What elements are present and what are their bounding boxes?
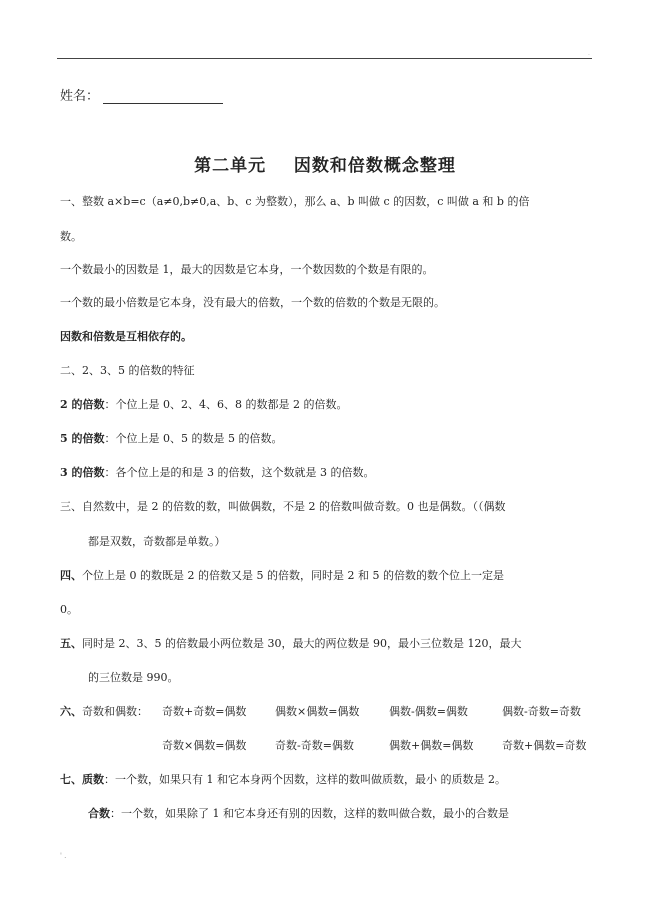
parity-rule: 偶数+偶数=偶数 [389, 739, 474, 752]
prime-text: ：一个数，如果只有 1 和它本身两个因数，这样的数叫做质数，最小 的质数是 2。 [104, 773, 506, 786]
parity-rule: 偶数-奇数=奇数 [502, 705, 581, 718]
section1-line2: 一个数最小的因数是 1，最大的因数是它本身，一个数因数的个数是有限的。 [60, 263, 434, 276]
rule5-text: ：个位上是 0、5 的数是 5 的倍数。 [104, 432, 283, 445]
header-corner-mark: . [588, 50, 590, 57]
prime-label: 质数 [82, 773, 104, 786]
section1-line1-cont: 数。 [60, 230, 82, 243]
section4-line1 [60, 569, 504, 583]
footer-mark: ' . [60, 852, 67, 860]
rule-multiple-of-2 [60, 398, 347, 412]
parity-rule: 奇数+偶数=奇数 [502, 739, 587, 752]
section1-line4: 因数和倍数是互相依存的。 [60, 330, 192, 343]
rule2-label: 2 的倍数 [60, 398, 105, 411]
section5-text: 同时是 2、3、5 的倍数最小两位数是 30，最大的两位数是 90，最小三位数是 120，最大 [82, 637, 522, 650]
rule2-text: ：个位上是 0、2、4、6、8 的数都是 2 的倍数。 [104, 398, 348, 411]
parity-rule: 偶数×偶数=偶数 [275, 705, 360, 718]
name-blank-line[interactable] [103, 91, 223, 104]
rule-multiple-of-5 [60, 432, 282, 446]
section3-line1: 三、自然数中，是 2 的倍数的数，叫做偶数，不是 2 的倍数叫做奇数。0 也是偶数。（（偶数 [60, 500, 506, 513]
parity-rule: 奇数×偶数=偶数 [162, 739, 247, 752]
section2-heading: 二、2、3、5 的倍数的特征 [60, 364, 195, 377]
section7-composite [88, 807, 509, 821]
section6-lead [60, 705, 148, 719]
name-field [60, 90, 223, 104]
section5-line1 [60, 637, 521, 651]
section3-line1-cont: 都是双数，奇数都是单数。） [88, 535, 226, 548]
composite-text: ：一个数，如果除了 1 和它本身还有别的因数，这样的数叫做合数，最小的合数是 [110, 807, 509, 820]
parity-rule: 奇数+奇数=偶数 [162, 705, 247, 718]
name-label: 姓名： [60, 89, 100, 104]
rule-multiple-of-3 [60, 466, 374, 480]
rule3-label: 3 的倍数 [60, 466, 105, 479]
parity-rule: 偶数-偶数=偶数 [389, 705, 468, 718]
parity-rule: 奇数-奇数=偶数 [275, 739, 354, 752]
rule5-label: 5 的倍数 [60, 432, 105, 445]
section6-lead-text: 奇数和偶数： [82, 705, 148, 718]
section1-line1: 一、整数 a×b=c（a≠0,b≠0,a、b、c 为整数），那么 a、b 叫做 c 的因数，c 叫做 a 和 b 的倍 [60, 195, 530, 208]
section7-label: 七、 [60, 773, 82, 786]
section7-prime [60, 773, 506, 787]
page-title: 第二单元 因数和倍数概念整理 [194, 156, 456, 176]
section5-line1-cont: 的三位数是 990。 [88, 671, 179, 684]
rule3-text: ：各个位上是的和是 3 的倍数，这个数就是 3 的倍数。 [104, 466, 375, 479]
section1-line3: 一个数的最小倍数是它本身，没有最大的倍数，一个数的倍数的个数是无限的。 [60, 296, 445, 309]
section6-label: 六、 [60, 705, 82, 718]
section4-line1-cont: 0。 [60, 603, 78, 616]
composite-label: 合数 [88, 807, 110, 820]
section4-text: 个位上是 0 的数既是 2 的倍数又是 5 的倍数，同时是 2 和 5 的倍数的数个位上一定是 [82, 569, 504, 582]
header-rule [57, 58, 592, 59]
section4-label: 四、 [60, 569, 82, 582]
section5-label: 五、 [60, 637, 82, 650]
